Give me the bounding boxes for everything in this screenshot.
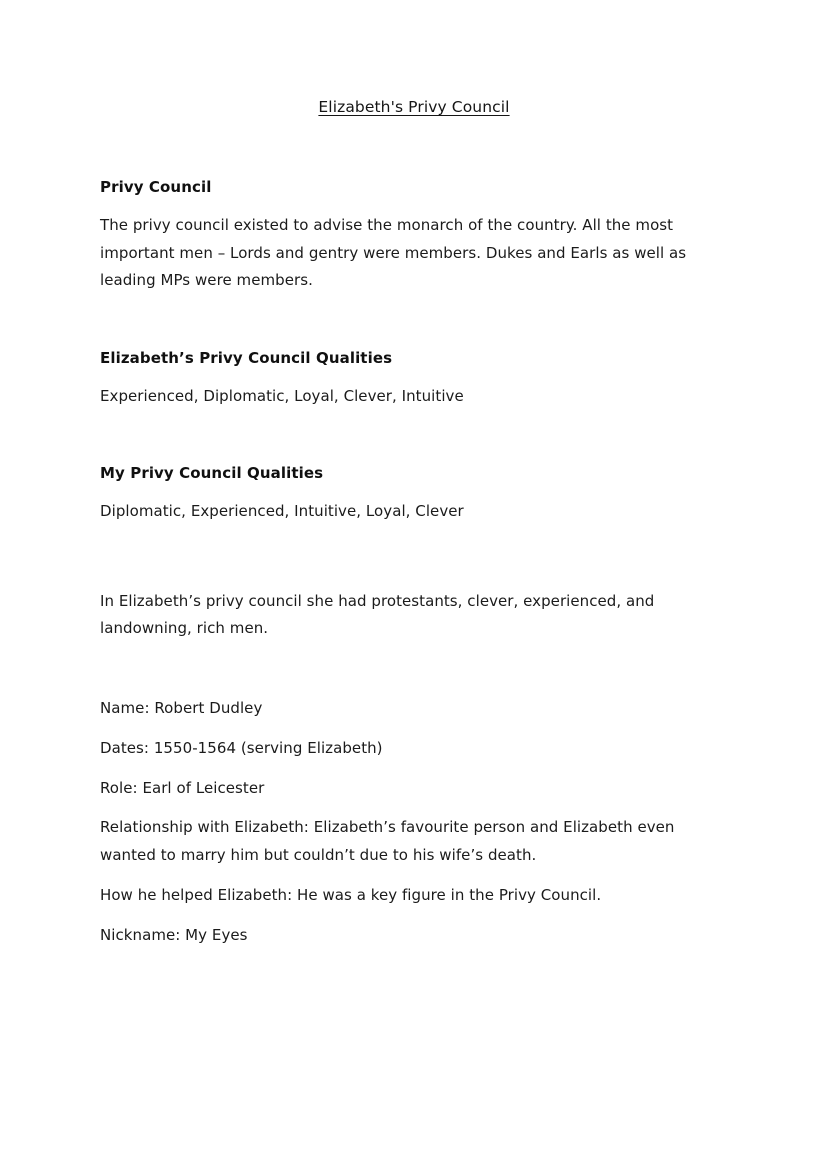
person-entry xyxy=(100,695,728,949)
spacer xyxy=(100,526,728,578)
section-paragraph: Diplomatic, Experienced, Intuitive, Loyal, Clever xyxy=(100,501,464,520)
standalone-paragraph: In Elizabeth’s privy council she had protestants, clever, experienced, and landowning, rich men. xyxy=(100,591,655,638)
section-elizabeths-qualities xyxy=(100,347,728,410)
person-help: How he helped Elizabeth: He was a key figure in the Privy Council. xyxy=(100,885,602,904)
spacer xyxy=(100,485,728,498)
section-heading: Elizabeth’s Privy Council Qualities xyxy=(100,349,393,368)
person-role: Role: Earl of Leicester xyxy=(100,778,265,797)
section-paragraph: Experienced, Diplomatic, Loyal, Clever, Intuitive xyxy=(100,386,464,405)
spacer xyxy=(100,295,728,347)
section-paragraph: The privy council existed to advise the monarch of the country. All the most important men – Lords and gentry were members. Dukes and Earls as well as leading MPs were members. xyxy=(100,215,687,290)
section-heading: Privy Council xyxy=(100,178,212,197)
section-heading: My Privy Council Qualities xyxy=(100,464,324,483)
document-body xyxy=(100,96,728,949)
person-nickname: Nickname: My Eyes xyxy=(100,925,248,944)
spacer xyxy=(100,118,728,176)
spacer xyxy=(100,578,728,588)
person-dates: Dates: 1550-1564 (serving Elizabeth) xyxy=(100,738,383,757)
spacer xyxy=(100,643,728,695)
page-title: Elizabeth's Privy Council xyxy=(318,98,510,116)
person-name: Name: Robert Dudley xyxy=(100,699,263,718)
spacer xyxy=(100,199,728,212)
section-my-qualities xyxy=(100,462,728,525)
spacer xyxy=(100,410,728,462)
section-privy-council xyxy=(100,176,728,295)
person-relationship: Relationship with Elizabeth: Elizabeth’s favourite person and Elizabeth even wanted to marry him but couldn’t due to his wife’s death. xyxy=(100,818,675,865)
spacer xyxy=(100,370,728,383)
